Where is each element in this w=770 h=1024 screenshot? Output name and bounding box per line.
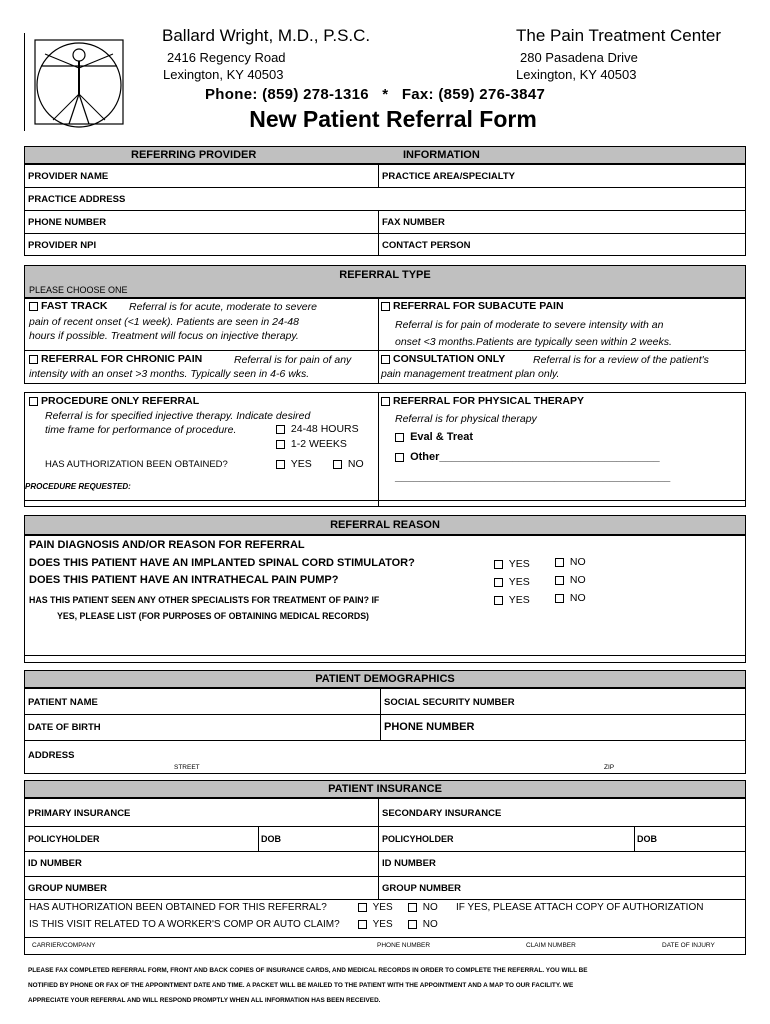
primary-insurance-field[interactable]: PRIMARY INSURANCE bbox=[28, 808, 131, 819]
demographics-header bbox=[24, 670, 746, 688]
workers-comp-yes-checkbox[interactable] bbox=[358, 920, 367, 929]
secondary-id-number-field[interactable]: ID NUMBER bbox=[382, 858, 436, 869]
procedure-auth-yes-checkbox[interactable] bbox=[276, 460, 285, 469]
fax-number-field[interactable]: FAX NUMBER bbox=[382, 217, 445, 228]
insurance-auth-no[interactable]: NO bbox=[408, 902, 438, 913]
doctor-address-line1: 2416 Regency Road bbox=[167, 50, 286, 65]
date-of-injury-caption: DATE OF INJURY bbox=[662, 942, 715, 949]
provider-col2-heading: INFORMATION bbox=[403, 149, 480, 161]
consultation-desc-1: Referral is for a review of the patient's bbox=[533, 354, 709, 366]
primary-id-number-field[interactable]: ID NUMBER bbox=[28, 858, 82, 869]
pump-no-checkbox[interactable] bbox=[555, 576, 564, 585]
consultation-checkbox[interactable] bbox=[381, 355, 390, 364]
specialists-yes-checkbox[interactable] bbox=[494, 596, 503, 605]
procedure-only-option[interactable]: PROCEDURE ONLY REFERRAL bbox=[29, 395, 199, 407]
claim-number-caption: CLAIM NUMBER bbox=[526, 942, 576, 949]
pump-yes[interactable]: YES bbox=[494, 576, 530, 588]
address-field[interactable]: ADDRESS bbox=[28, 750, 75, 761]
workers-comp-yes[interactable]: YES bbox=[358, 919, 393, 930]
other-line-2[interactable]: _____________________________________________ bbox=[395, 471, 671, 483]
insurance-auth-yes-checkbox[interactable] bbox=[358, 903, 367, 912]
procedure-only-checkbox[interactable] bbox=[29, 397, 38, 406]
diagnosis-field[interactable]: PAIN DIAGNOSIS AND/OR REASON FOR REFERRAL bbox=[29, 539, 305, 551]
phone-fax-line: Phone: (859) 278-1316 * Fax: (859) 276-3847 bbox=[205, 86, 546, 103]
subacute-option[interactable]: REFERRAL FOR SUBACUTE PAIN bbox=[381, 300, 564, 312]
provider-npi-field[interactable]: PROVIDER NPI bbox=[28, 240, 97, 251]
insurance-auth-no-checkbox[interactable] bbox=[408, 903, 417, 912]
doctor-name: Ballard Wright, M.D., P.S.C. bbox=[162, 26, 371, 45]
chronic-desc-2: intensity with an onset >3 months. Typically seen in 4-6 wks. bbox=[29, 368, 310, 380]
page-title: New Patient Referral Form bbox=[249, 106, 537, 132]
date-of-birth-field[interactable]: DATE OF BIRTH bbox=[28, 722, 101, 733]
procedure-desc-2: time frame for performance of procedure. bbox=[45, 424, 237, 436]
fast-track-desc-3: hours if possible. Treatment will focus on injective therapy. bbox=[29, 330, 299, 342]
workers-comp-no-checkbox[interactable] bbox=[408, 920, 417, 929]
secondary-insurance-field[interactable]: SECONDARY INSURANCE bbox=[382, 808, 502, 819]
workers-comp-question: IS THIS VISIT RELATED TO A WORKER'S COMP OR AUTO CLAIM? bbox=[29, 919, 340, 930]
procedure-desc-1: Referral is for specified injective therapy. Indicate desired bbox=[45, 410, 311, 422]
contact-person-field[interactable]: CONTACT PERSON bbox=[382, 240, 471, 251]
physical-therapy-checkbox[interactable] bbox=[381, 397, 390, 406]
center-address-line2: Lexington, KY 40503 bbox=[516, 67, 637, 82]
fast-track-checkbox[interactable] bbox=[29, 302, 38, 311]
footer-line-1: PLEASE FAX COMPLETED REFERRAL FORM, FRONT AND BACK COPIES OF INSURANCE CARDS, AND MEDICAL RECORDS IN ORDER TO COMPLETE THE REFERRAL. YOU WILL BE bbox=[28, 967, 588, 974]
patient-phone-field[interactable]: PHONE NUMBER bbox=[384, 721, 475, 733]
secondary-policyholder-field[interactable]: POLICYHOLDER bbox=[382, 834, 454, 844]
subacute-desc-2: onset <3 months.Patients are typically seen within 2 weeks. bbox=[395, 336, 672, 348]
specialists-no[interactable]: NO bbox=[555, 592, 586, 604]
insurance-heading: PATIENT INSURANCE bbox=[328, 783, 442, 795]
stimulator-yes-checkbox[interactable] bbox=[494, 560, 503, 569]
procedure-auth-no-checkbox[interactable] bbox=[333, 460, 342, 469]
chronic-desc-1: Referral is for pain of any bbox=[234, 354, 352, 366]
chronic-checkbox[interactable] bbox=[29, 355, 38, 364]
fast-track-option[interactable]: FAST TRACK bbox=[29, 300, 108, 312]
insurance-auth-yes[interactable]: YES bbox=[358, 902, 393, 913]
specialists-yes[interactable]: YES bbox=[494, 594, 530, 606]
eval-treat-checkbox[interactable] bbox=[395, 433, 404, 442]
1-2-weeks-checkbox[interactable] bbox=[276, 440, 285, 449]
claim-phone-caption: PHONE NUMBER bbox=[377, 942, 431, 949]
procedure-auth-no[interactable]: NO bbox=[333, 458, 364, 470]
provider-name-field[interactable]: PROVIDER NAME bbox=[28, 171, 109, 182]
pump-no[interactable]: NO bbox=[555, 574, 586, 586]
stimulator-yes[interactable]: YES bbox=[494, 558, 530, 570]
other-option[interactable]: Other____________________________________ bbox=[395, 451, 660, 463]
footer-line-2: NOTIFIED BY PHONE OR FAX OF THE APPOINTMENT DATE AND TIME. A PACKET WILL BE MAILED TO THE PATIENT WITH THE APPOINTMENT AND A MAP TO OUR FACILITY. WE bbox=[28, 982, 574, 989]
eval-treat-option[interactable]: Eval & Treat bbox=[395, 431, 473, 443]
referral-reason-heading: REFERRAL REASON bbox=[330, 519, 440, 531]
zip-caption: ZIP bbox=[604, 764, 615, 771]
24-48-hours-checkbox[interactable] bbox=[276, 425, 285, 434]
primary-policyholder-field[interactable]: POLICYHOLDER bbox=[28, 834, 100, 844]
primary-dob-field[interactable]: DOB bbox=[261, 834, 281, 844]
option-24-48-hours[interactable]: 24-48 HOURS bbox=[276, 423, 359, 435]
fast-track-desc-2: pain of recent onset (<1 week). Patients are seen in 24-48 bbox=[29, 316, 299, 328]
referral-reason-header bbox=[24, 515, 746, 535]
pump-yes-checkbox[interactable] bbox=[494, 578, 503, 587]
attach-authorization-note: IF YES, PLEASE ATTACH COPY OF AUTHORIZATION bbox=[456, 902, 704, 913]
stimulator-no-checkbox[interactable] bbox=[555, 558, 564, 567]
primary-group-number-field[interactable]: GROUP NUMBER bbox=[28, 883, 107, 894]
specialists-no-checkbox[interactable] bbox=[555, 594, 564, 603]
footer-line-3: APPRECIATE YOUR REFERRAL AND WILL RESPOND PROMPTLY WHEN ALL INFORMATION HAS BEEN RECEIVED. bbox=[28, 997, 381, 1004]
insurance-auth-question: HAS AUTHORIZATION BEEN OBTAINED FOR THIS REFERRAL? bbox=[29, 902, 327, 913]
secondary-dob-field[interactable]: DOB bbox=[637, 834, 657, 844]
center-address-line1: 280 Pasadena Drive bbox=[520, 50, 638, 65]
ssn-field[interactable]: SOCIAL SECURITY NUMBER bbox=[384, 697, 515, 708]
provider-section-header bbox=[24, 146, 746, 164]
procedure-requested-field[interactable]: PROCEDURE REQUESTED: bbox=[25, 482, 131, 491]
other-checkbox[interactable] bbox=[395, 453, 404, 462]
subacute-desc-1: Referral is for pain of moderate to severe intensity with an bbox=[395, 319, 664, 331]
carrier-caption: CARRIER/COMPANY bbox=[32, 942, 96, 949]
choose-one-note: PLEASE CHOOSE ONE bbox=[29, 285, 128, 295]
chronic-option[interactable]: REFERRAL FOR CHRONIC PAIN bbox=[29, 353, 202, 365]
insurance-header bbox=[24, 780, 746, 798]
referral-type-header bbox=[24, 265, 746, 298]
option-1-2-weeks[interactable]: 1-2 WEEKS bbox=[276, 438, 347, 450]
doctor-address-line2: Lexington, KY 40503 bbox=[163, 67, 284, 82]
center-name: The Pain Treatment Center bbox=[516, 26, 722, 45]
street-caption: STREET bbox=[174, 764, 200, 771]
consultation-desc-2: pain management treatment plan only. bbox=[381, 368, 560, 380]
fast-track-desc-1: Referral is for acute, moderate to severe bbox=[129, 301, 317, 313]
secondary-group-number-field[interactable]: GROUP NUMBER bbox=[382, 883, 461, 894]
specialists-question-2: YES, PLEASE LIST (FOR PURPOSES OF OBTAINING MEDICAL RECORDS) bbox=[57, 611, 369, 621]
consultation-option[interactable]: CONSULTATION ONLY bbox=[381, 353, 505, 365]
procedure-auth-yes[interactable]: YES bbox=[276, 458, 312, 470]
referral-type-heading: REFERRAL TYPE bbox=[339, 269, 431, 281]
practice-area-field[interactable]: PRACTICE AREA/SPECIALTY bbox=[382, 171, 516, 182]
pump-question: DOES THIS PATIENT HAVE AN INTRATHECAL PAIN PUMP? bbox=[29, 574, 339, 586]
provider-col1-heading: REFERRING PROVIDER bbox=[131, 149, 257, 161]
workers-comp-no[interactable]: NO bbox=[408, 919, 438, 930]
practice-address-field[interactable]: PRACTICE ADDRESS bbox=[28, 194, 126, 205]
phone-number-field[interactable]: PHONE NUMBER bbox=[28, 217, 107, 228]
procedure-auth-question: HAS AUTHORIZATION BEEN OBTAINED? bbox=[45, 459, 228, 470]
stimulator-no[interactable]: NO bbox=[555, 556, 586, 568]
demographics-heading: PATIENT DEMOGRAPHICS bbox=[315, 673, 455, 685]
physical-therapy-option[interactable]: REFERRAL FOR PHYSICAL THERAPY bbox=[381, 395, 584, 407]
pt-desc-1: Referral is for physical therapy bbox=[395, 413, 537, 425]
subacute-checkbox[interactable] bbox=[381, 302, 390, 311]
specialists-question-1: HAS THIS PATIENT SEEN ANY OTHER SPECIALISTS FOR TREATMENT OF PAIN? IF bbox=[29, 595, 380, 605]
patient-name-field[interactable]: PATIENT NAME bbox=[28, 697, 98, 708]
stimulator-question: DOES THIS PATIENT HAVE AN IMPLANTED SPINAL CORD STIMULATOR? bbox=[29, 557, 415, 569]
